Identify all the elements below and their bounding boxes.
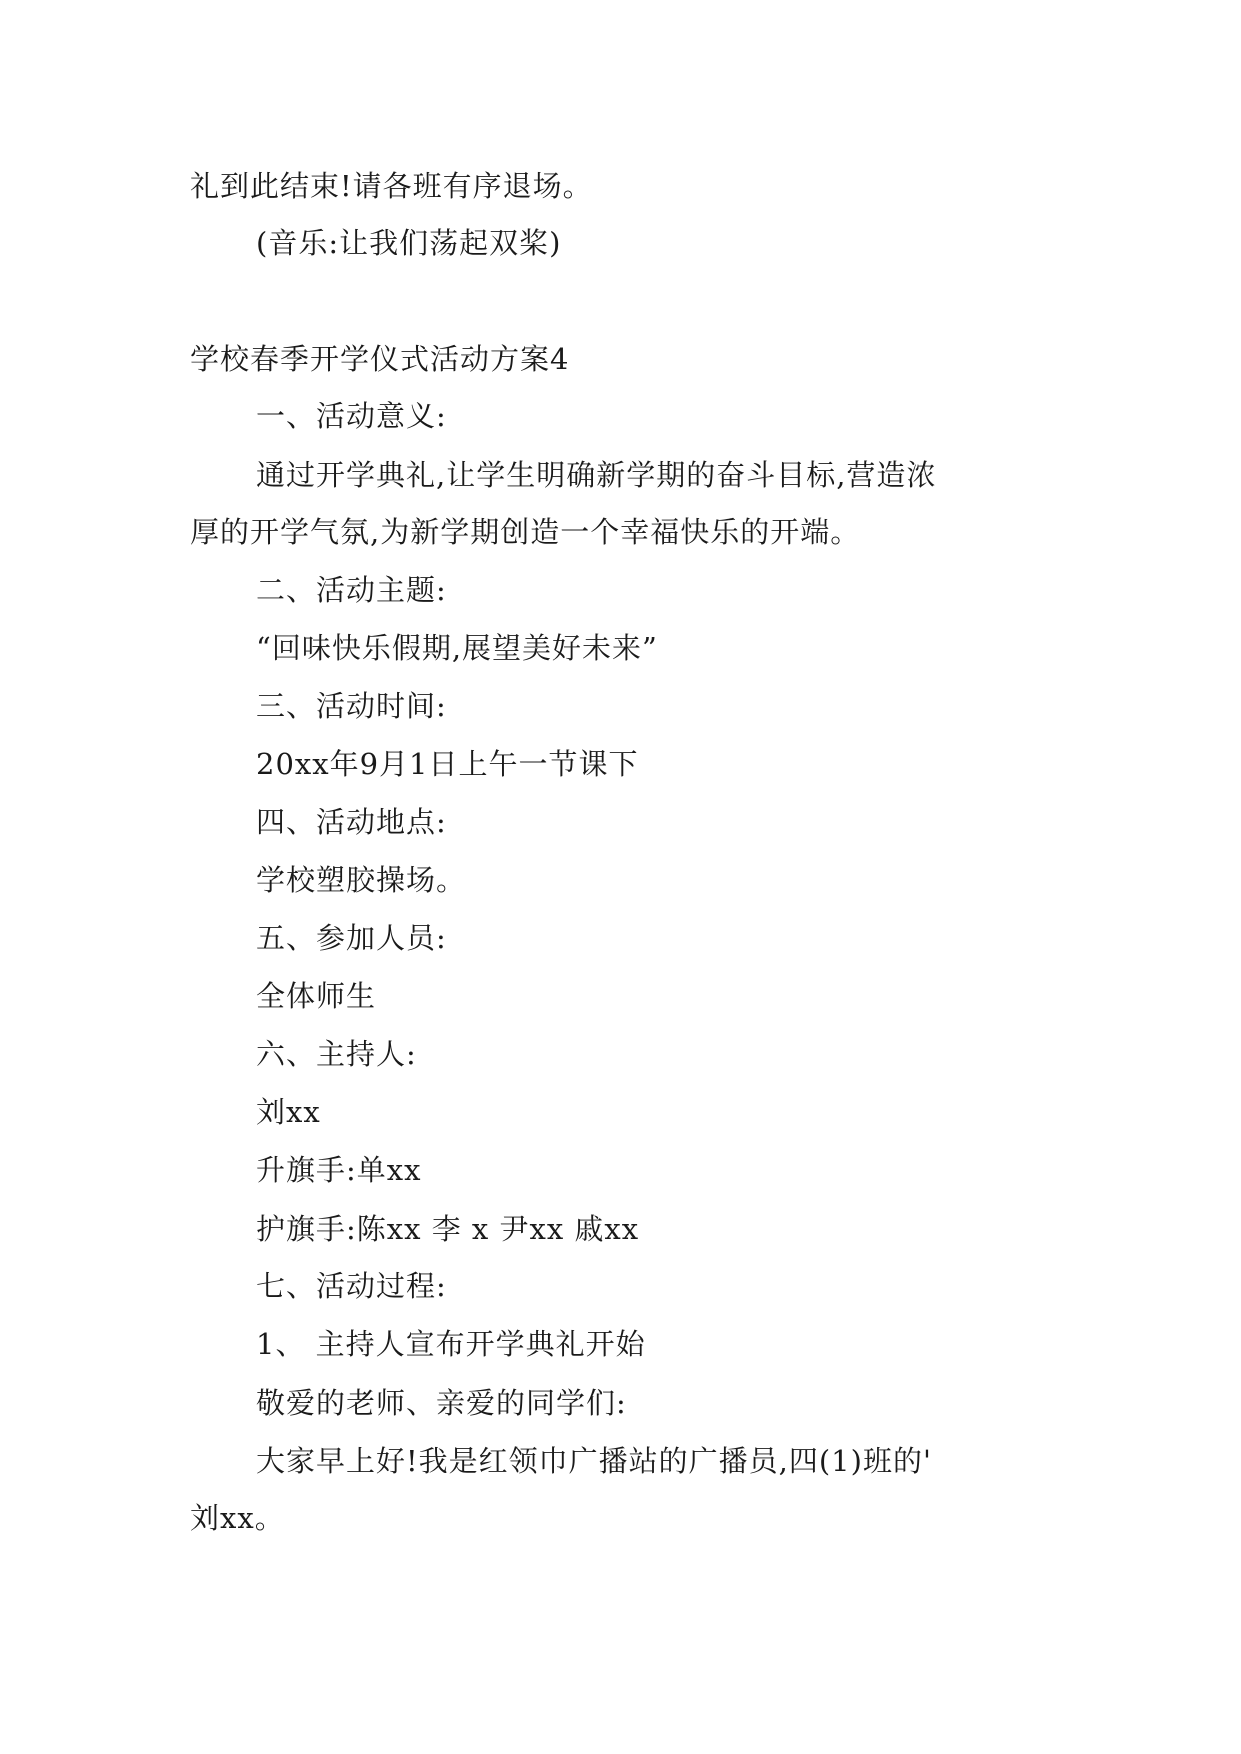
paragraph-line: 刘xx。 — [190, 1501, 285, 1535]
section-title: 学校春季开学仪式活动方案4 — [190, 342, 570, 376]
text-line: 学校塑胶操场。 — [256, 863, 467, 897]
heading-line: 七、活动过程: — [256, 1269, 447, 1303]
heading-line: 四、活动地点: — [256, 805, 447, 839]
heading-line: 三、活动时间: — [256, 689, 447, 723]
text-line: “回味快乐假期,展望美好未来” — [256, 631, 658, 665]
text-line: 升旗手:单xx — [256, 1153, 422, 1187]
text-line: 全体师生 — [256, 979, 377, 1013]
heading-line: 六、主持人: — [256, 1037, 417, 1071]
text-line: 敬爱的老师、亲爱的同学们: — [256, 1386, 627, 1420]
text-line: 20xx年9月1日上午一节课下 — [256, 747, 639, 781]
text-line: 刘xx — [256, 1095, 321, 1129]
text-line: 护旗手:陈xx 李 x 尹xx 戚xx — [256, 1212, 640, 1246]
text-line: 1、 主持人宣布开学典礼开始 — [256, 1327, 646, 1361]
heading-line: 五、参加人员: — [256, 921, 447, 955]
text-line: (音乐:让我们荡起双桨) — [256, 226, 562, 260]
paragraph-line: 通过开学典礼,让学生明确新学期的奋斗目标,营造浓 — [256, 458, 937, 492]
heading-line: 一、活动意义: — [256, 399, 447, 433]
heading-line: 二、活动主题: — [256, 573, 447, 607]
text-line: 礼到此结束!请各班有序退场。 — [190, 169, 593, 203]
paragraph-line: 厚的开学气氛,为新学期创造一个幸福快乐的开端。 — [190, 515, 861, 549]
paragraph-line: 大家早上好!我是红领巾广播站的广播员,四(1)班的' — [256, 1444, 932, 1478]
